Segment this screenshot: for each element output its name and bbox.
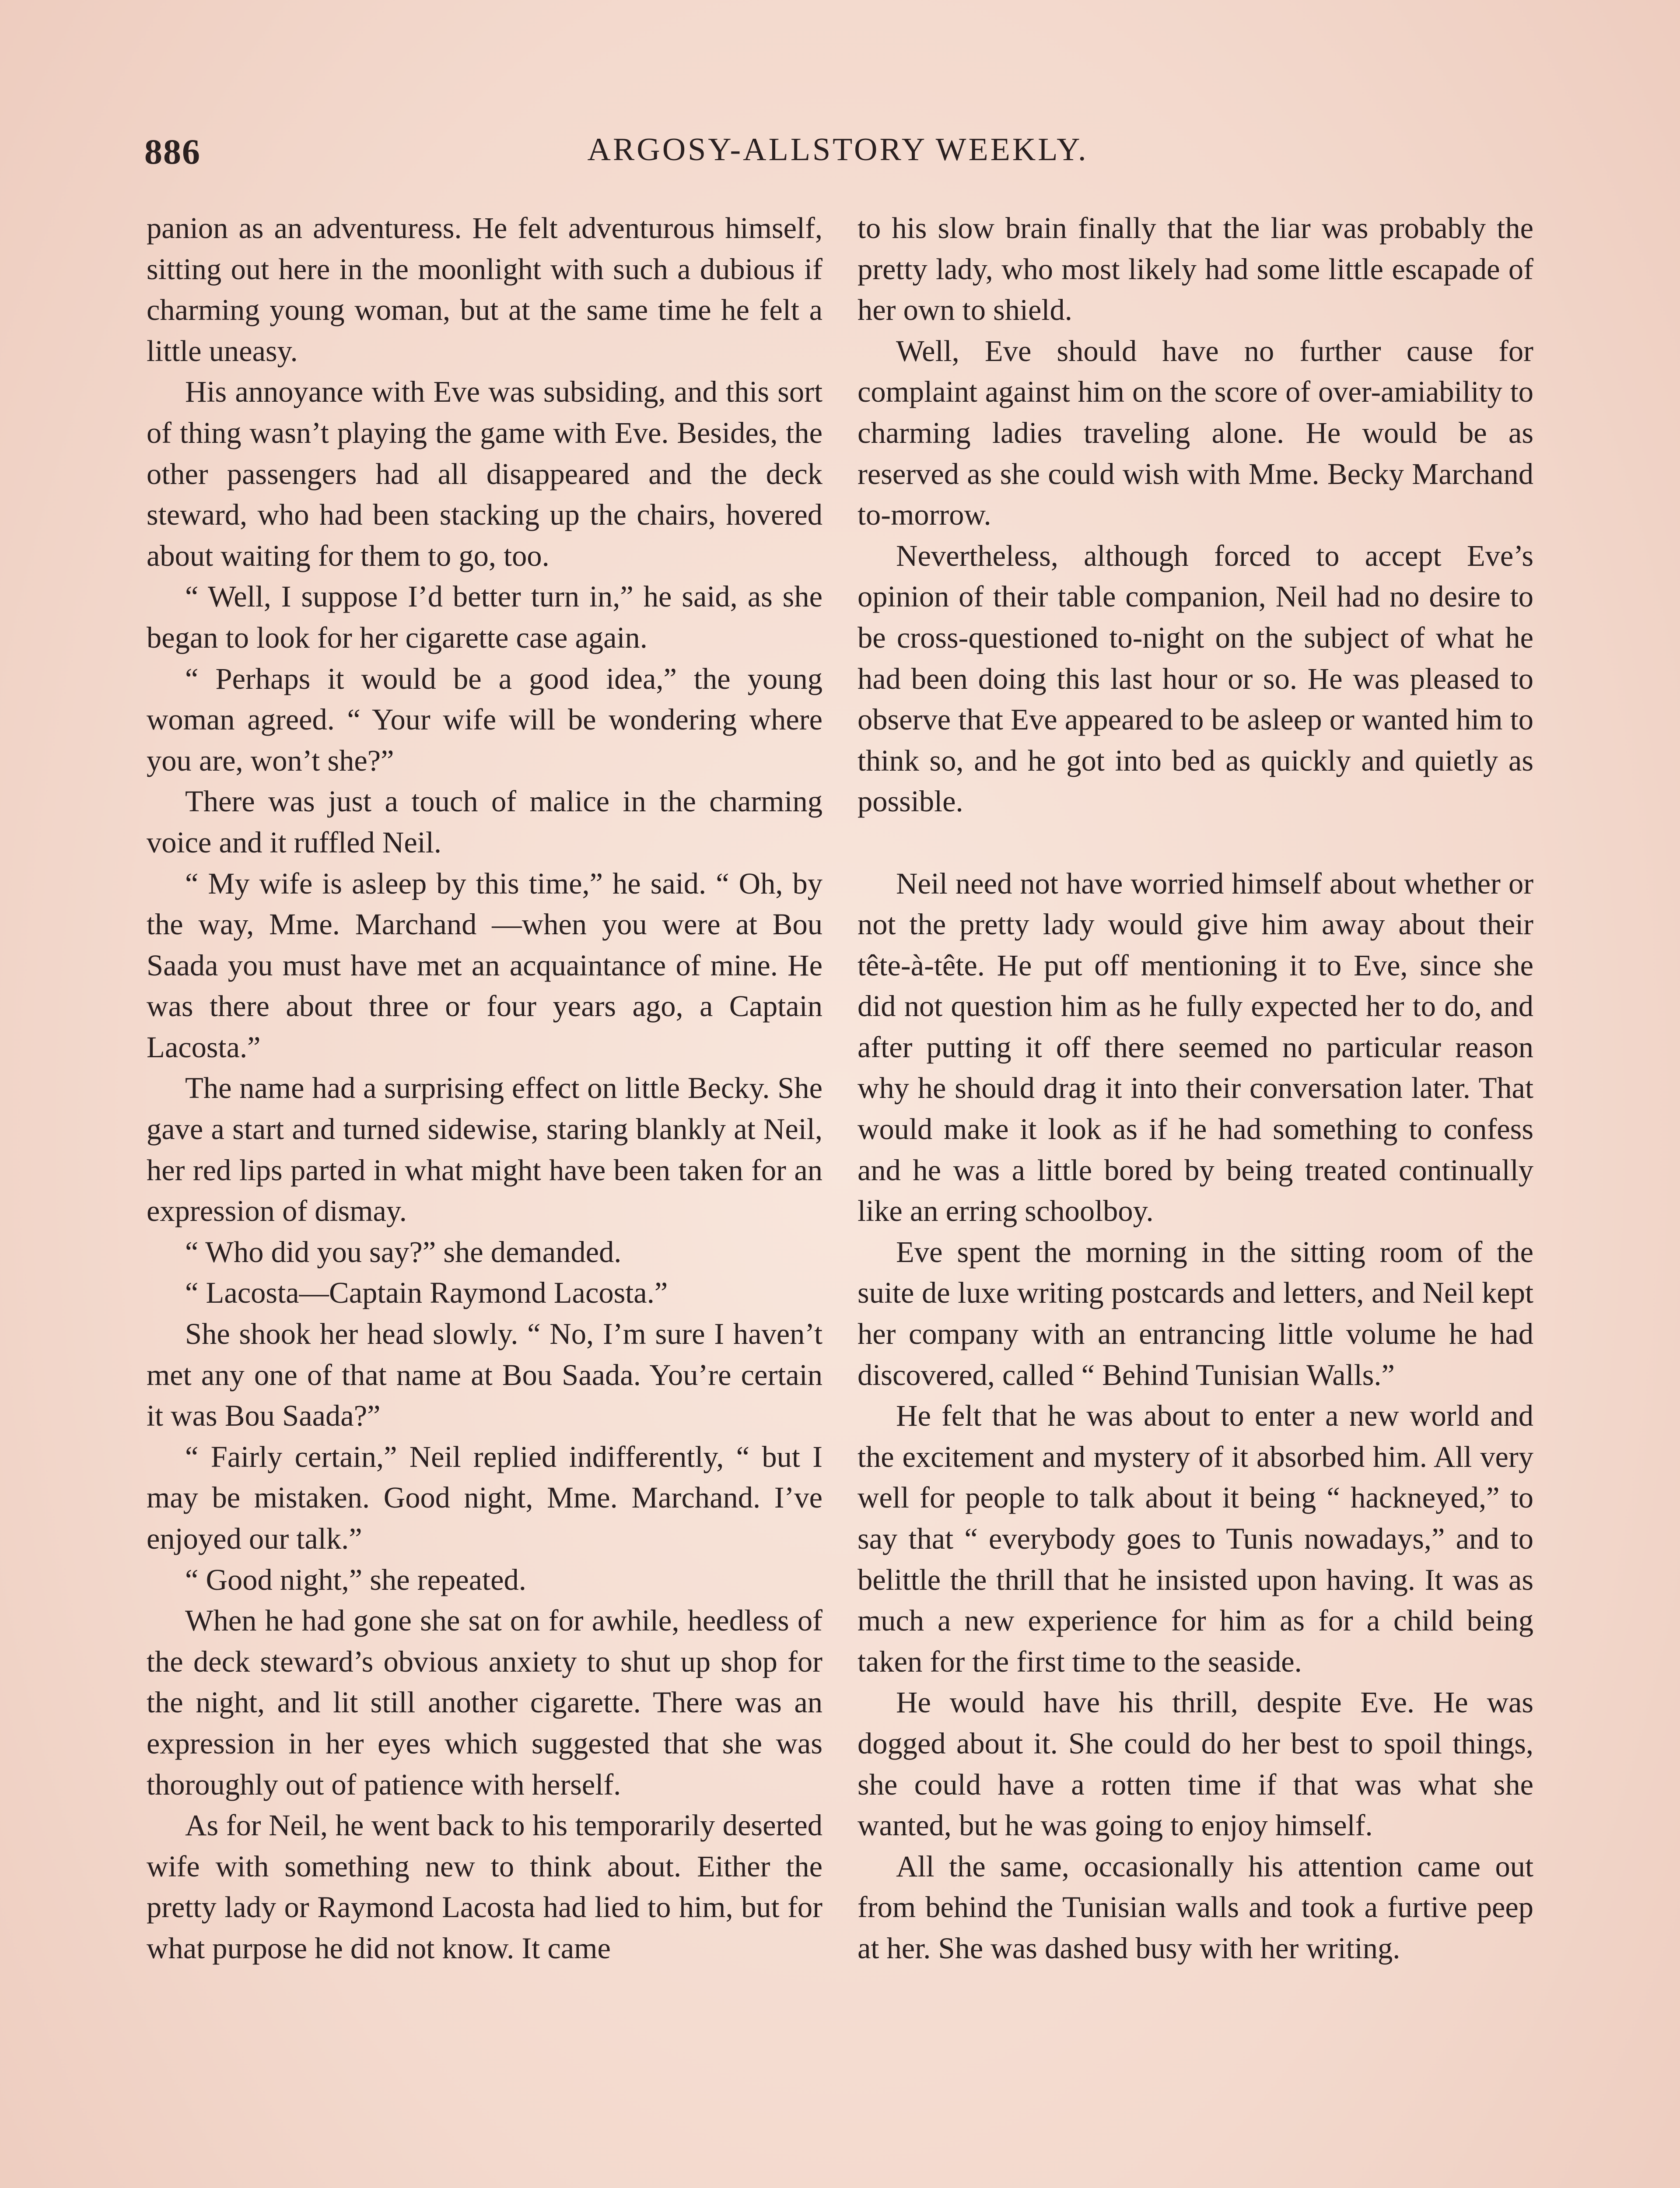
- paragraph: The name had a surprising effect on little Becky. She gave a start and turned sidewise, staring blankly at Neil, her red lips parted in what might have been taken for an expression of dismay.: [147, 1071, 822, 1228]
- paragraph: “ Who did you say?” she demanded.: [185, 1235, 622, 1269]
- paragraph: There was just a touch of malice in the charming voice and it ruffled Neil.: [147, 785, 822, 859]
- paragraph: Eve spent the morning in the sitting room of the suite de luxe writing postcards and letters, and Neil kept her company with an entrancing little volume he had discovered, called “ Behind Tunisian Walls.”: [858, 1235, 1533, 1392]
- paragraph: All the same, occasionally his attention came out from behind the Tunisian walls and took a furtive peep at her. She was dashed busy with her writing.: [858, 1849, 1533, 1965]
- paragraph: Well, Eve should have no further cause for complaint against him on the score of over-amiability to charming ladies traveling alone. He would be as reserved as she could wish with Mme. Becky Marchand to-morrow.: [858, 334, 1533, 532]
- paragraph: She shook her head slowly. “ No, I’m sure I haven’t met any one of that name at Bou Saada. You’re certain it was Bou Saada?”: [147, 1317, 822, 1433]
- paragraph: “ Fairly certain,” Neil replied indifferently, “ but I may be mistaken. Good night, Mme. Marchand. I’ve enjoyed our talk.”: [147, 1440, 822, 1555]
- paragraph: His annoyance with Eve was subsiding, and this sort of thing wasn’t playing the game with Eve. Besides, the other passengers had all disappeared and the deck steward, who had been stacking up the chairs, hovered about waiting for them to go, too.: [147, 375, 822, 572]
- paragraph: When he had gone she sat on for awhile, heedless of the deck steward’s obvious anxiety to shut up shop for the night, and lit still another cigarette. There was an expression in her eyes which suggested that she was thoroughly out of patience with herself.: [147, 1604, 822, 1801]
- paragraph: Nevertheless, although forced to accept Eve’s opinion of their table companion, Neil had no desire to be cross-questioned to-night on the subject of what he had been doing this last hour or so. He was pleased to observe that Eve appeared to be asleep or wanted him to think so, and he got into bed as quickly and quietly as possible.: [858, 539, 1533, 818]
- paragraph: “ Perhaps it would be a good idea,” the young woman agreed. “ Your wife will be wondering where you are, won’t she?”: [147, 662, 822, 777]
- paragraph: “ Good night,” she repeated.: [185, 1563, 526, 1596]
- paragraph: to his slow brain finally that the liar was probably the pretty lady, who most likely had some little escapade of her own to shield.: [858, 211, 1533, 327]
- paragraph: He felt that he was about to enter a new world and the excitement and mystery of it absorbed him. All very well for people to talk about it being “ hackneyed,” to say that “ everybody goes to Tunis nowadays,” and to belittle the thrill that he insisted upon having. It was as much a new experience for him as for a child being taken for the first time to the seaside.: [858, 1399, 1533, 1678]
- paragraph: “ Lacosta—Captain Raymond Lacosta.”: [185, 1276, 668, 1310]
- page-header: [144, 131, 1531, 179]
- right-column: [858, 208, 1533, 1969]
- page-number: 886: [144, 132, 201, 172]
- paragraph: As for Neil, he went back to his temporarily deserted wife with something new to think about. Either the pretty lady or Raymond Lacosta had lied to him, but for what purpose he did not know. It came: [147, 1809, 822, 1965]
- paragraph: “ My wife is asleep by this time,” he said. “ Oh, by the way, Mme. Marchand —when you were at Bou Saada you must have met an acquaintance of mine. He was there about three or four years ago, a Captain Lacosta.”: [147, 866, 822, 1064]
- running-head: ARGOSY-ALLSTORY WEEKLY.: [587, 132, 1088, 168]
- paragraph: He would have his thrill, despite Eve. He was dogged about it. She could do her best to spoil things, she could have a rotten time if that was what she wanted, but he was going to enjoy himself.: [858, 1686, 1533, 1842]
- paragraph: “ Well, I suppose I’d better turn in,” he said, as she began to look for her cigarette case again.: [147, 580, 822, 654]
- paragraph: Neil need not have worried himself about whether or not the pretty lady would give him away about their tête-à-tête. He put off mentioning it to Eve, since she did not question him as he fully expected her to do, and after putting it off there seemed no particular reason why he should drag it into their conversation later. That would make it look as if he had something to confess and he was a little bored by being treated continually like an erring schoolboy.: [858, 866, 1533, 1228]
- left-column: [147, 208, 822, 1969]
- paragraph: panion as an adventuress. He felt adventurous himself, sitting out here in the moonlight with such a dubious if charming young woman, but at the same time he felt a little uneasy.: [147, 211, 822, 368]
